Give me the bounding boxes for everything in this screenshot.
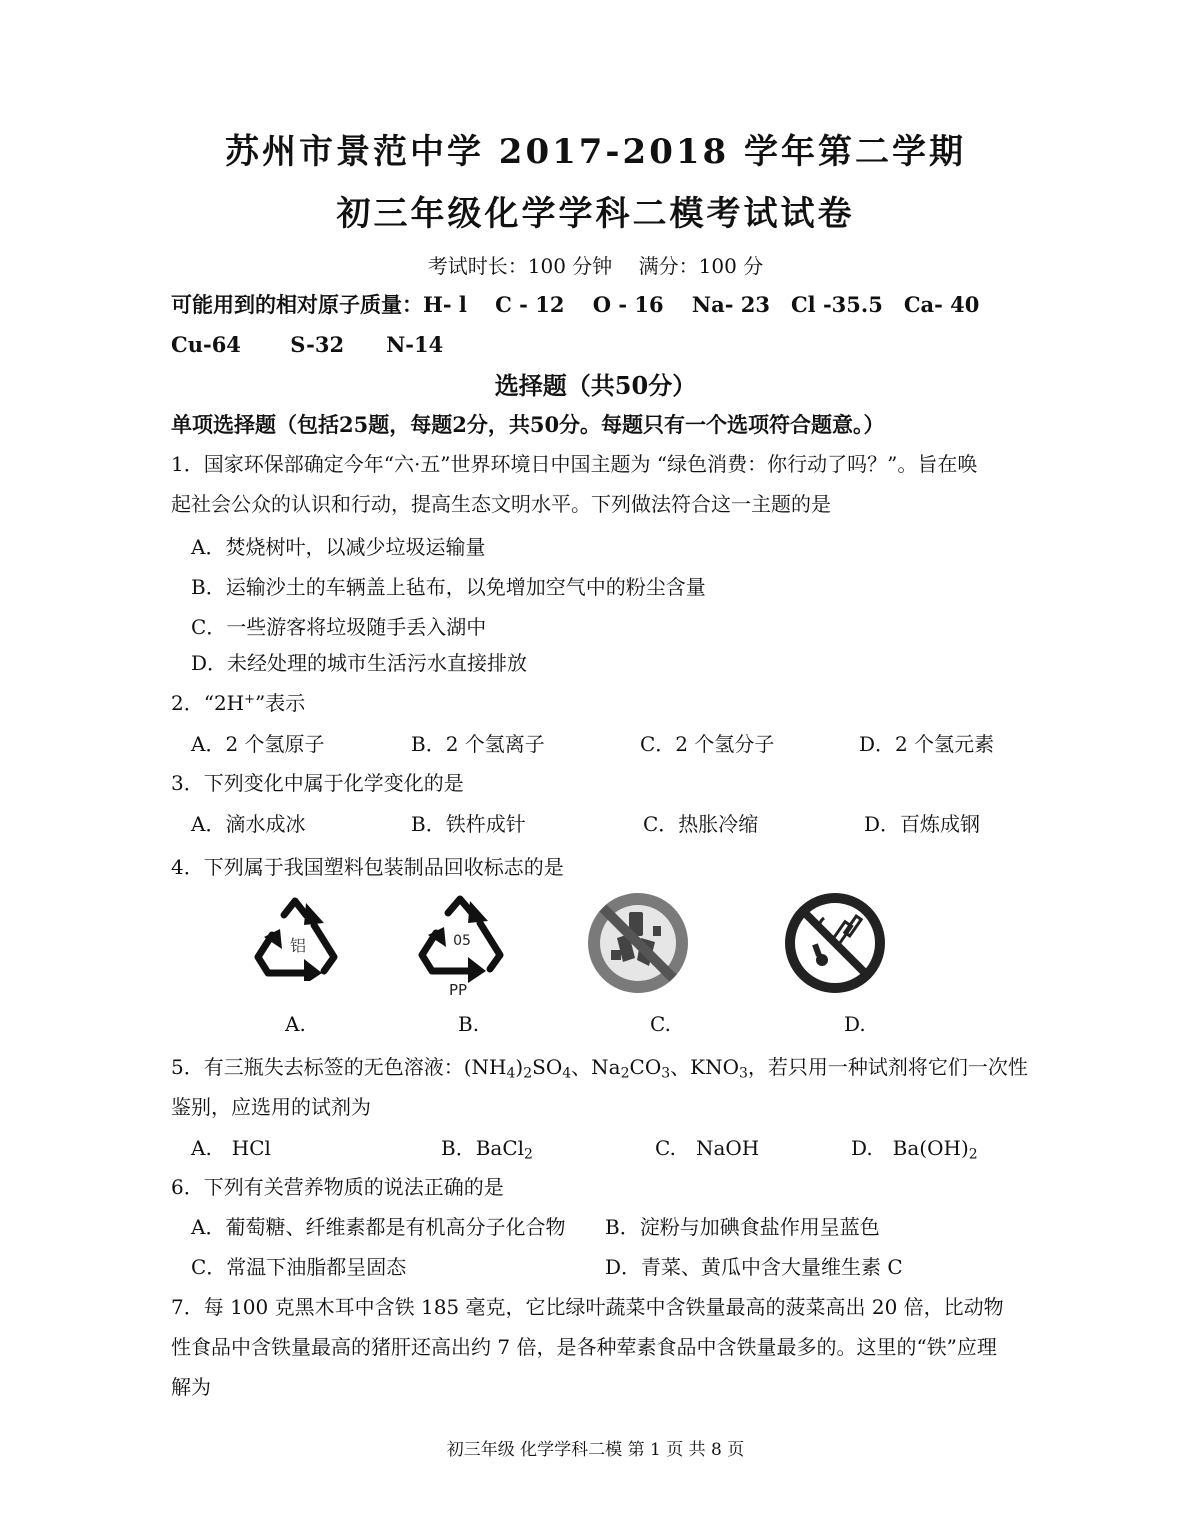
logo-b-number: 05: [453, 933, 471, 949]
q5-text: 5．有三瓶失去标签的无色溶液：(NH: [171, 1055, 507, 1079]
q7-line2: 性食品中含铁量最高的猪肝还高出约 7 倍，是各种荤素食品中含铁量最多的。这里的“铁”应理: [171, 1335, 997, 1359]
q7-line1: 7．每 100 克黑木耳中含铁 185 毫克，它比绿叶蔬菜中含铁量最高的菠菜高出 20 倍，比动物: [171, 1295, 1004, 1319]
q3-option-c: C．热胀冷缩: [643, 812, 759, 836]
q2-stem-suffix: ”表示: [255, 691, 306, 715]
recycle-pp-icon: [412, 889, 512, 1001]
q2-option-c: C．2 个氢分子: [640, 732, 775, 756]
q5-option-d: [851, 1132, 978, 1163]
q5-option-b: [441, 1132, 533, 1163]
atomic-mass-line2: Cu-64 S-32 N-14: [171, 332, 444, 357]
q6-option-d: D．青菜、黄瓜中含大量维生素 C: [605, 1255, 903, 1279]
q1-option-c: C．一些游客将垃圾随手丢入湖中: [191, 615, 487, 639]
exam-title-line1: 苏州市景范中学 2017-2018 学年第二学期: [224, 132, 967, 172]
q4-label-b: B.: [458, 1012, 480, 1036]
q6-stem: 6．下列有关营养物质的说法正确的是: [171, 1175, 504, 1199]
q5-stem-line2: 鉴别，应选用的试剂为: [171, 1095, 371, 1119]
q5-text: ，若只用一种试剂将它们一次性: [747, 1055, 1028, 1079]
section-instruction: 单项选择题（包括25题，每题2分，共50分。每题只有一个选项符合题意。）: [171, 412, 885, 437]
q5-option-b-text: B．BaCl: [441, 1136, 525, 1160]
q5-sub: 2: [523, 1065, 533, 1082]
q5-sub: 2: [620, 1065, 630, 1082]
q5-sub: 3: [738, 1065, 748, 1082]
q5-option-c: C. NaOH: [655, 1136, 760, 1160]
no-smoking-icon: [780, 888, 890, 998]
atomic-mass-line1: 可能用到的相对原子质量：H- l C - 12 O - 16 Na- 23 Cl -35.5 Ca- 40: [171, 292, 980, 317]
q5-sub: 4: [506, 1065, 516, 1082]
no-littering-icon: [583, 888, 693, 998]
q5-option-d-text: D. Ba(OH): [851, 1136, 969, 1160]
q2-stem-sup: +: [244, 691, 256, 707]
q3-option-a: A．滴水成冰: [191, 812, 306, 836]
q5-text: 、KNO: [670, 1055, 739, 1079]
q5-option-a: A. HCl: [191, 1136, 271, 1160]
q7-line3: 解为: [171, 1375, 211, 1399]
logo-b-code: PP: [448, 981, 468, 999]
q6-option-c: C．常温下油脂都呈固态: [191, 1255, 407, 1279]
exam-title-line2: 初三年级化学学科二模考试试卷: [336, 194, 855, 234]
q5-option-d-sub: 2: [968, 1146, 978, 1163]
q4-label-a: A.: [285, 1012, 306, 1036]
q4-label-d: D.: [844, 1012, 866, 1036]
section-title: 选择题（共50分）: [494, 371, 697, 400]
q5-text: SO: [532, 1055, 563, 1079]
q3-option-b: B．铁杵成针: [411, 812, 526, 836]
exam-info: 考试时长：100 分钟 满分：100 分: [427, 254, 764, 278]
q5-text: 、Na: [571, 1055, 621, 1079]
q5-text: CO: [629, 1055, 662, 1079]
q5-option-b-sub: 2: [524, 1146, 533, 1163]
logo-a-text: 铝: [289, 936, 307, 955]
q6-option-b: B．淀粉与加碘食盐作用呈蓝色: [605, 1215, 880, 1239]
recycle-aluminum-icon: [246, 893, 348, 981]
q1-option-a: A．焚烧树叶，以减少垃圾运输量: [191, 535, 486, 559]
q1-stem-line2: 起社会公众的认识和行动，提高生态文明水平。下列做法符合这一主题的是: [171, 492, 831, 516]
q2-option-a: A．2 个氢原子: [191, 732, 325, 756]
q1-stem-line1: 1．国家环保部确定今年“六·五”世界环境日中国主题为 “绿色消费：你行动了吗？”。旨在唤: [171, 452, 978, 476]
q6-option-a: A．葡萄糖、纤维素都是有机高分子化合物: [191, 1215, 566, 1239]
q1-option-b: B．运输沙土的车辆盖上毡布，以免增加空气中的粉尘含量: [191, 575, 706, 599]
q5-sub: 4: [562, 1065, 572, 1082]
q2-option-b: B．2 个氢离子: [411, 732, 545, 756]
q5-text: ): [515, 1055, 524, 1079]
page-footer: 初三年级 化学学科二模 第 1 页 共 8 页: [446, 1440, 745, 1460]
q2-stem-prefix: 2．“2H: [171, 691, 245, 715]
q1-option-d: D．未经处理的城市生活污水直接排放: [191, 651, 528, 675]
q2-option-d: D．2 个氢元素: [859, 732, 995, 756]
q2-stem: [171, 687, 305, 716]
q3-option-d: D．百炼成钢: [864, 812, 981, 836]
q5-stem-line1: [171, 1051, 1028, 1082]
q3-stem: 3．下列变化中属于化学变化的是: [171, 771, 464, 795]
q5-sub: 3: [661, 1065, 671, 1082]
q4-stem: 4．下列属于我国塑料包装制品回收标志的是: [171, 855, 564, 879]
q4-label-c: C.: [650, 1012, 671, 1036]
